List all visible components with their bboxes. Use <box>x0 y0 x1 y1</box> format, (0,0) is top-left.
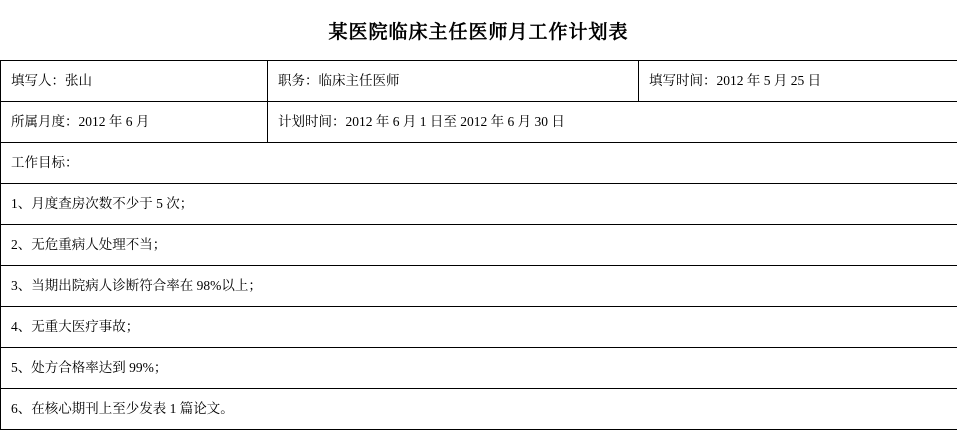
table-row <box>1 348 957 389</box>
fill-time-cell: 填写时间：2012 年 5 月 25 日 <box>639 61 957 102</box>
month-cell: 所属月度：2012 年 6 月 <box>1 102 268 143</box>
table-row <box>1 307 957 348</box>
goal-header-cell: 工作目标： <box>1 143 957 184</box>
table-row-header-info <box>1 61 957 102</box>
goal-item-5: 5、处方合格率达到 99%； <box>1 348 957 389</box>
page-title: 某医院临床主任医师月工作计划表 <box>328 21 629 43</box>
position-cell: 职务：临床主任医师 <box>268 61 639 102</box>
table-row-goal-header <box>1 143 957 184</box>
table-row <box>1 266 957 307</box>
goal-item-3: 3、当期出院病人诊断符合率在 98%以上； <box>1 266 957 307</box>
goal-item-6: 6、在核心期刊上至少发表 1 篇论文。 <box>1 389 957 430</box>
table-row <box>1 184 957 225</box>
table-row-period <box>1 102 957 143</box>
plan-time-cell: 计划时间：2012 年 6 月 1 日至 2012 年 6 月 30 日 <box>268 102 957 143</box>
goal-item-4: 4、无重大医疗事故； <box>1 307 957 348</box>
goal-item-1: 1、月度查房次数不少于 5 次； <box>1 184 957 225</box>
table-row <box>1 389 957 430</box>
table-row <box>1 225 957 266</box>
goal-item-2: 2、无危重病人处理不当； <box>1 225 957 266</box>
writer-cell: 填写人：张山 <box>1 61 268 102</box>
work-plan-table <box>0 60 957 430</box>
